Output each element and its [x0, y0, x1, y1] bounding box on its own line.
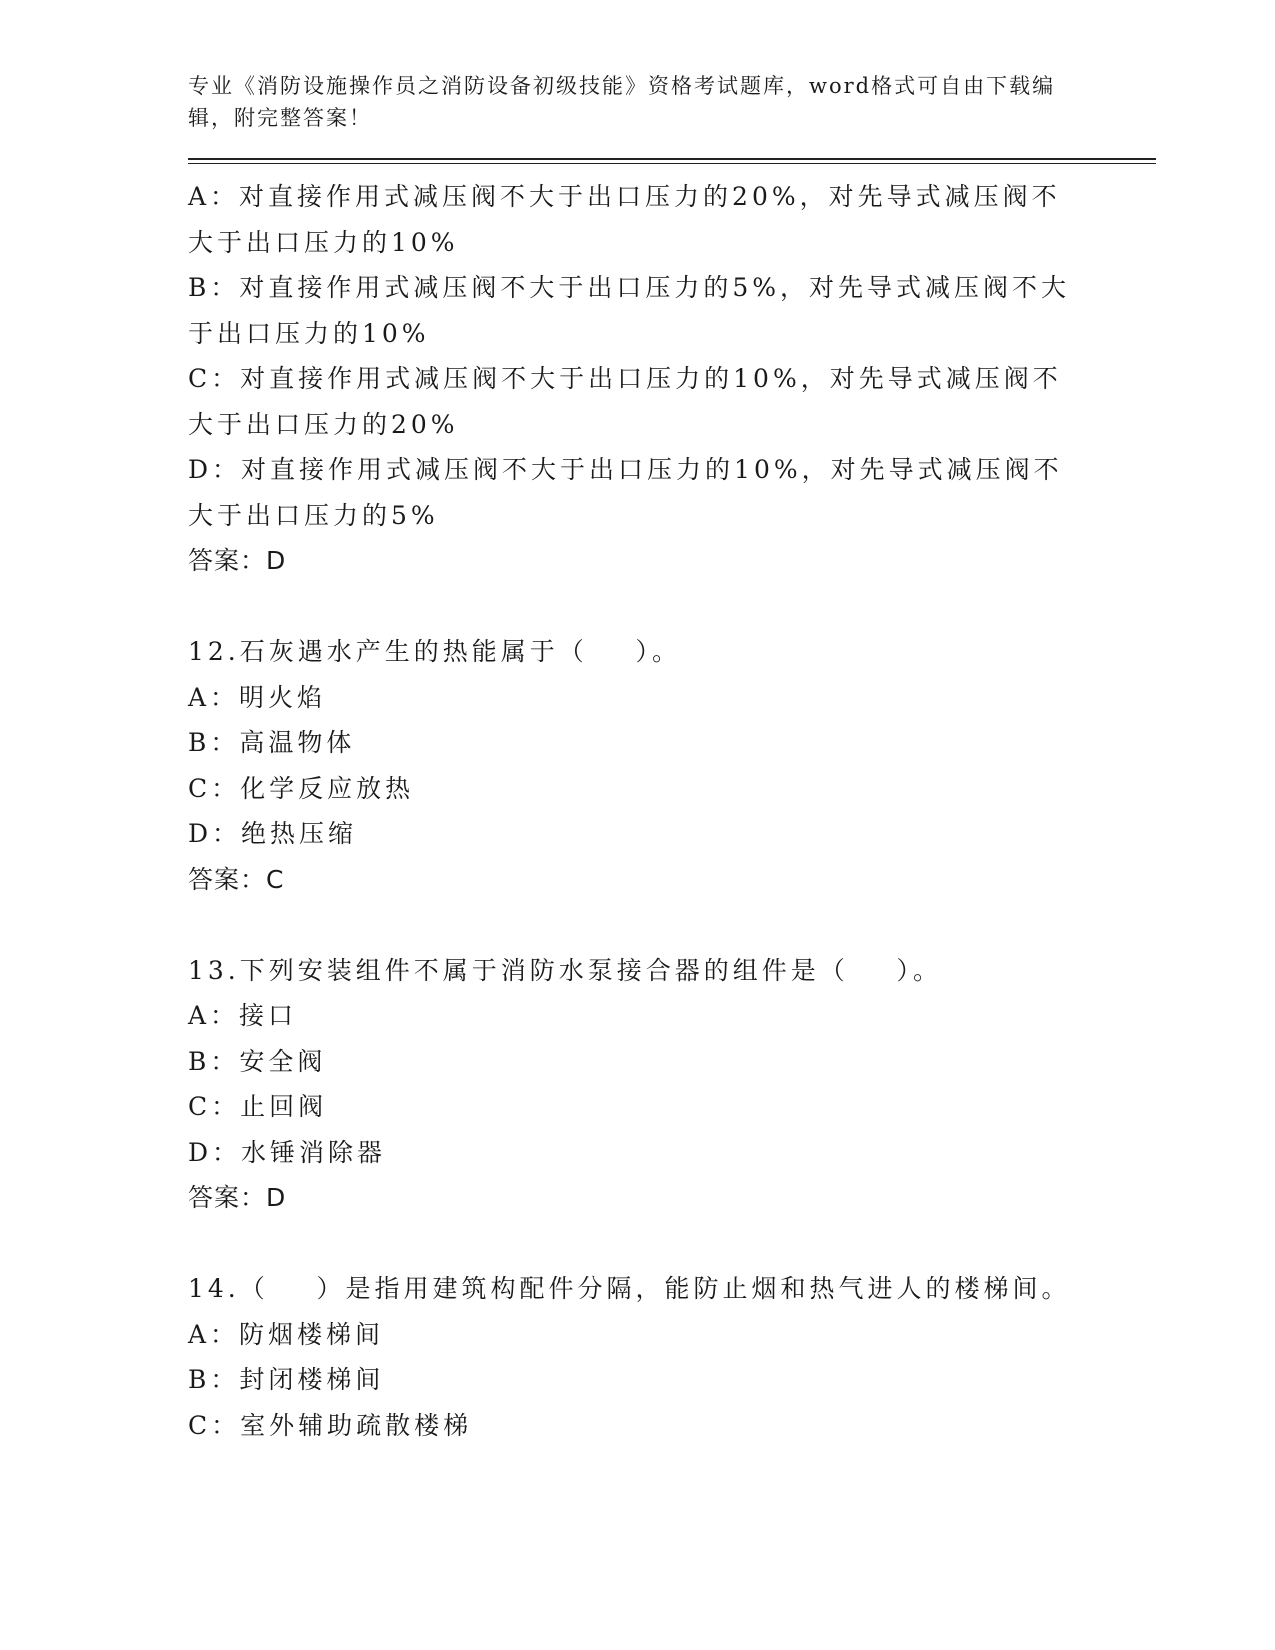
question-14 [188, 1266, 1158, 1448]
option-c: C：对直接作用式减压阀不大于出口压力的10%，对先导式减压阀不大于出口压力的20% [188, 364, 1062, 439]
option-d: D：水锤消除器 [188, 1137, 387, 1167]
header-divider [188, 158, 1156, 164]
question-list [188, 174, 1158, 1448]
answer: 答案：D [188, 1183, 287, 1212]
question-text: 14.（ ）是指用建筑构配件分隔，能防止烟和热气进人的楼梯间。 [188, 1274, 1071, 1303]
document-header: 专业《消防设施操作员之消防设备初级技能》资格考试题库，word格式可自由下载编辑，附完整答案！ [188, 74, 1056, 130]
option-b: B：高温物体 [188, 728, 356, 757]
option-a: A：明火焰 [188, 682, 327, 712]
option-a: A：防烟楼梯间 [188, 1319, 385, 1349]
option-a: A：接口 [188, 1001, 298, 1030]
spacer [188, 902, 1158, 948]
question-13 [188, 948, 1158, 1221]
option-b: B：封闭楼梯间 [188, 1365, 385, 1394]
option-a: A：对直接作用式减压阀不大于出口压力的20%，对先导式减压阀不大于出口压力的10% [188, 182, 1061, 257]
option-c: C：止回阀 [188, 1092, 328, 1121]
question-text: 13.下列安装组件不属于消防水泵接合器的组件是（ ）。 [188, 955, 943, 985]
document-page [188, 70, 1158, 1448]
answer: 答案：D [188, 546, 287, 575]
spacer [188, 584, 1158, 630]
option-b: B：安全阀 [188, 1046, 327, 1076]
option-c: C：室外辅助疏散楼梯 [188, 1410, 473, 1440]
spacer [188, 1221, 1158, 1267]
question-text: 12.石灰遇水产生的热能属于（ ）。 [188, 637, 682, 666]
answer: 答案：C [188, 864, 285, 894]
option-c: C：化学反应放热 [188, 773, 415, 803]
question-12 [188, 629, 1158, 902]
option-d: D：对直接作用式减压阀不大于出口压力的10%，对先导式减压阀不大于出口压力的5% [188, 455, 1063, 530]
question-11 [188, 174, 1158, 584]
option-b: B：对直接作用式减压阀不大于出口压力的5%，对先导式减压阀不大于出口压力的10% [188, 273, 1071, 348]
option-d: D：绝热压缩 [188, 819, 358, 848]
